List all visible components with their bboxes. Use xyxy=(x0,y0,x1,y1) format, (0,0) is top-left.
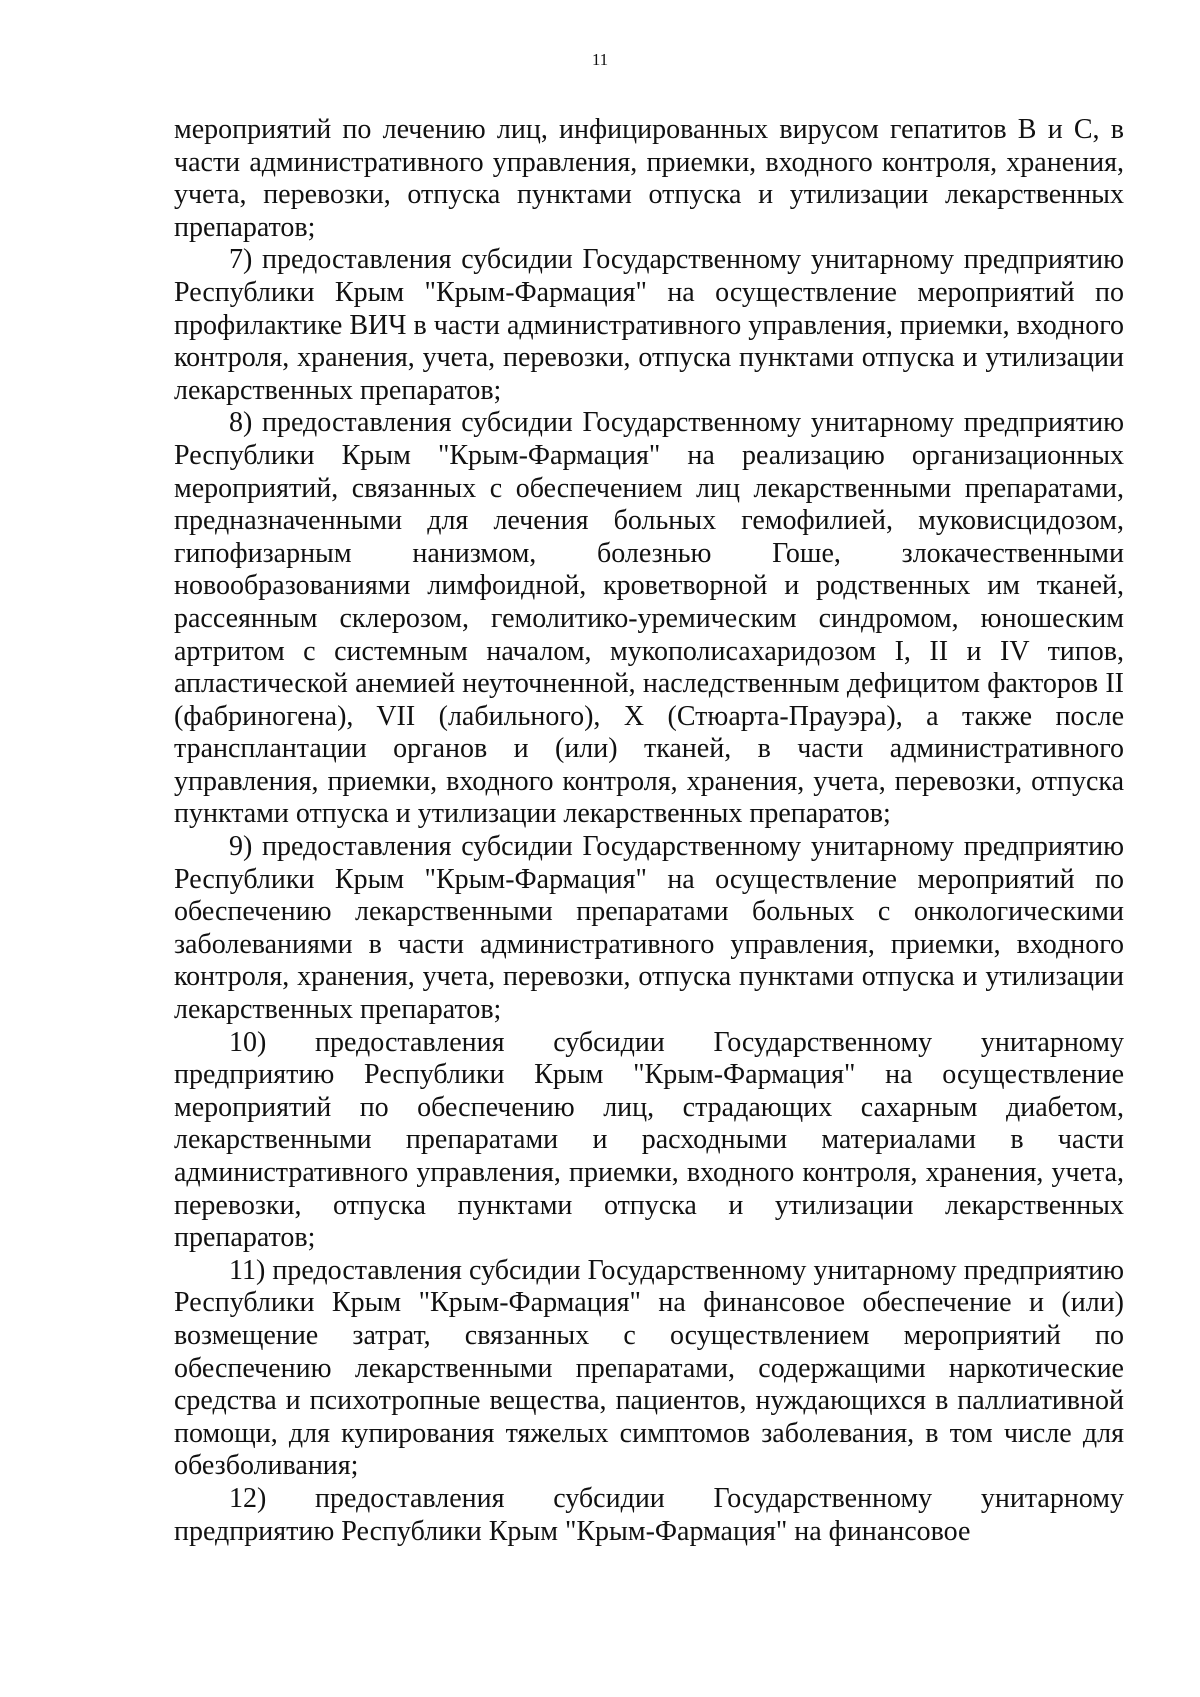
document-body xyxy=(174,114,1124,1548)
paragraph-continuation: мероприятий по лечению лиц, инфицированных вирусом гепатитов B и C, в части административного управления, приемки, входного контроля, хранения, учета, перевозки, отпуска пунктами отпуска и утилизации лекарственных препаратов; xyxy=(174,114,1124,243)
list-item-9: 9) предоставления субсидии Государственному унитарному предприятию Республики Крым "Крым-Фармация" на осуществление мероприятий по обеспечению лекарственными препаратами больных с онкологическими заболеваниями в части административного управления, приемки, входного контроля, хранения, учета, перевозки, отпуска пунктами отпуска и утилизации лекарственных препаратов; xyxy=(174,831,1124,1026)
list-item-10: 10) предоставления субсидии Государственному унитарному предприятию Республики Крым "Крым-Фармация" на осуществление мероприятий по обеспечению лиц, страдающих сахарным диабетом, лекарственными препаратами и расходными материалами в части административного управления, приемки, входного контроля, хранения, учета, перевозки, отпуска пунктами отпуска и утилизации лекарственных препаратов; xyxy=(174,1026,1124,1254)
list-item-8: 8) предоставления субсидии Государственному унитарному предприятию Республики Крым "Крым-Фармация" на реализацию организационных мероприятий, связанных с обеспечением лиц лекарственными препаратами, предназначенными для лечения больных гемофилией, муковисцидозом, гипофизарным нанизмом, болезнью Гоше, злокачественными новообразованиями лимфоидной, кроветворной и родственных им тканей, рассеянным склерозом, гемолитико-уремическим синдромом, юношеским артритом с системным началом, мукополисахаридозом I, II и IV типов, апластической анемией неуточненной, наследственным дефицитом факторов II (фабриногена), VII (лабильного), X (Стюарта-Прауэра), а также после трансплантации органов и (или) тканей, в части административного управления, приемки, входного контроля, хранения, учета, перевозки, отпуска пунктами отпуска и утилизации лекарственных препаратов; xyxy=(174,407,1124,830)
page-number: 11 xyxy=(591,50,609,69)
list-item-7: 7) предоставления субсидии Государственному унитарному предприятию Республики Крым "Крым-Фармация" на осуществление мероприятий по профилактике ВИЧ в части административного управления, приемки, входного контроля, хранения, учета, перевозки, отпуска пунктами отпуска и утилизации лекарственных препаратов; xyxy=(174,244,1124,406)
list-item-11: 11) предоставления субсидии Государственному унитарному предприятию Республики Крым "Крым-Фармация" на финансовое обеспечение и (или) возмещение затрат, связанных с осуществлением мероприятий по обеспечению лекарственными препаратами, содержащими наркотические средства и психотропные вещества, пациентов, нуждающихся в паллиативной помощи, для купирования тяжелых симптомов заболевания, в том числе для обезболивания; xyxy=(174,1254,1124,1482)
list-item-12: 12) предоставления субсидии Государственному унитарному предприятию Республики Крым "Крым-Фармация" на финансовое xyxy=(174,1482,1124,1547)
